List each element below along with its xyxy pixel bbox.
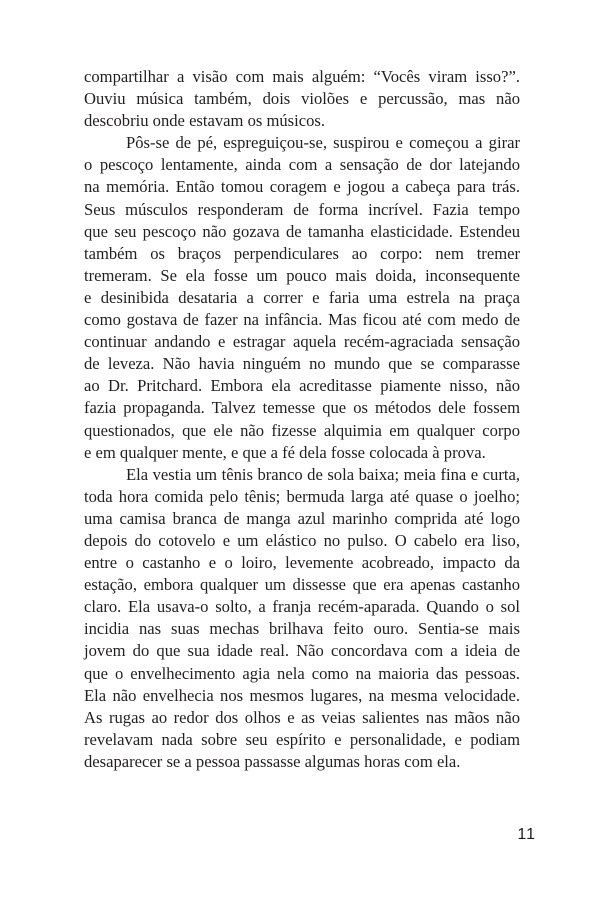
- page-number: 11: [517, 826, 536, 843]
- body-text: [84, 66, 520, 773]
- text-line: As rugas ao redor dos olhos e as veias salientes nas mãos não: [84, 707, 520, 727]
- text-line: jovem do que sua idade real. Não concordava com a ideia de: [84, 641, 520, 661]
- text-line: incidia nas suas mechas brilhava feito ouro. Sentia-se mais: [84, 619, 520, 639]
- text-line: e desinibida desataria a correr e faria uma estrela na praça: [84, 287, 520, 307]
- text-line: de leveza. Não havia ninguém no mundo que se comparasse: [84, 354, 520, 374]
- text-line: e em qualquer mente, e que a fé dela fosse colocada à prova.: [84, 442, 486, 462]
- text-line: fazia propaganda. Talvez temesse que os métodos dele fossem: [84, 398, 520, 418]
- text-line: o pescoço lentamente, ainda com a sensação de dor latejando: [84, 155, 520, 175]
- text-line: revelavam nada sobre seu espírito e personalidade, e podiam: [84, 729, 520, 749]
- text-line: toda hora comida pelo tênis; bermuda larga até quase o joelho;: [84, 486, 520, 506]
- text-line: ao Dr. Pritchard. Embora ela acreditasse piamente nisso, não: [84, 376, 520, 396]
- text-line: Ela vestia um tênis branco de sola baixa; meia fina e curta,: [126, 464, 520, 484]
- text-line: entre o castanho e o loiro, levemente acobreado, impacto da: [84, 553, 520, 573]
- text-line: como gostava de fazer na infância. Mas ficou até com medo de: [84, 310, 520, 330]
- text-line: na memória. Então tomou coragem e jogou a cabeça para trás.: [84, 177, 520, 197]
- text-line: claro. Ela usava-o solto, a franja recém-aparada. Quando o sol: [84, 597, 520, 617]
- text-line: descobriu onde estavam os músicos.: [84, 111, 326, 131]
- text-line: desaparecer se a pessoa passasse algumas horas com ela.: [84, 751, 461, 771]
- text-line: estação, embora qualquer um dissesse que era apenas castanho: [84, 575, 520, 595]
- text-line: continuar andando e estragar aquela recém-agraciada sensação: [84, 332, 520, 352]
- text-line: que seu pescoço não gozava de tamanha elasticidade. Estendeu: [84, 221, 520, 241]
- text-line: Ouviu música também, dois violões e percussão, mas não: [84, 89, 520, 109]
- text-line: Ela não envelhecia nos mesmos lugares, na mesma velocidade.: [84, 685, 520, 705]
- text-line: depois do cotovelo e um elástico no pulso. O cabelo era liso,: [84, 530, 520, 550]
- text-line: questionados, que ele não fizesse alquimia em qualquer corpo: [84, 420, 520, 440]
- text-line: uma camisa branca de manga azul marinho comprida até logo: [84, 508, 520, 528]
- text-line: Pôs-se de pé, espreguiçou-se, suspirou e começou a girar: [126, 133, 520, 153]
- text-line: compartilhar a visão com mais alguém: “Vocês viram isso?”.: [84, 67, 520, 86]
- text-line: que o envelhecimento agia nela como na maioria das pessoas.: [84, 663, 520, 683]
- text-line: também os braços perpendiculares ao corpo: nem tremer: [84, 243, 520, 263]
- text-line: tremeram. Se ela fosse um pouco mais doida, inconsequente: [84, 265, 520, 285]
- text-line: Seus músculos responderam de forma incrível. Fazia tempo: [84, 199, 520, 219]
